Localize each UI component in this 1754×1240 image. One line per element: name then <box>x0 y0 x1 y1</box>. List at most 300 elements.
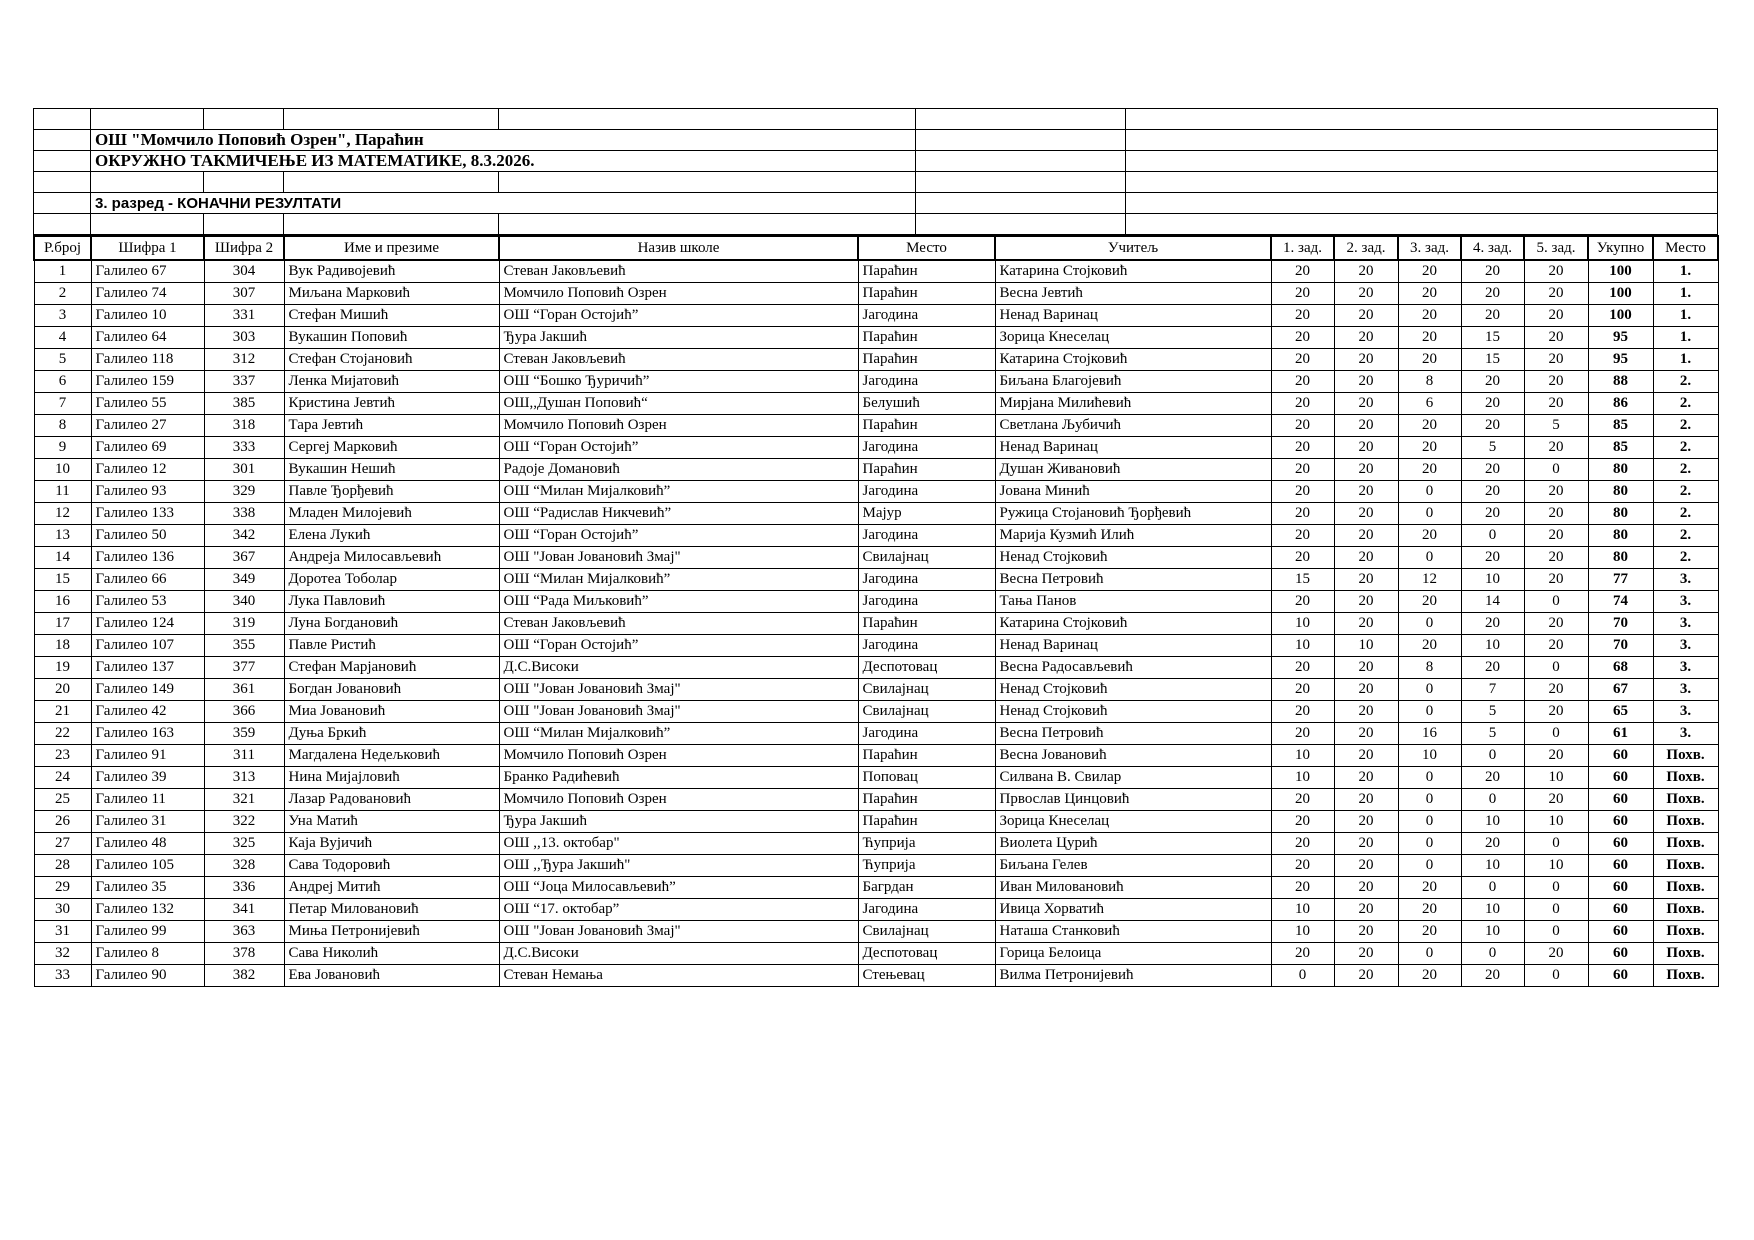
cell-code2: 338 <box>204 502 284 524</box>
cell-task2: 20 <box>1334 436 1398 458</box>
cell-task1: 20 <box>1271 260 1334 282</box>
cell-task5: 20 <box>1524 304 1588 326</box>
cell-name: Миљана Марковић <box>284 282 499 304</box>
cell-rank: 31 <box>34 920 91 942</box>
empty-grid-row <box>34 109 1718 130</box>
cell-award: 2. <box>1653 502 1718 524</box>
cell-code2: 349 <box>204 568 284 590</box>
cell-school: ОШ "Јован Јовановић Змај" <box>499 546 858 568</box>
cell-award: 2. <box>1653 458 1718 480</box>
cell-code2: 312 <box>204 348 284 370</box>
cell-name: Сергеј Марковић <box>284 436 499 458</box>
cell-code1: Галилео 69 <box>91 436 204 458</box>
cell-school: Момчило Поповић Озрен <box>499 414 858 436</box>
cell-task5: 20 <box>1524 612 1588 634</box>
cell-place: Јагодина <box>858 722 995 744</box>
cell-rank: 17 <box>34 612 91 634</box>
cell-task4: 20 <box>1461 964 1524 986</box>
competition-title-row <box>34 151 1718 172</box>
cell-task4: 20 <box>1461 480 1524 502</box>
cell-code1: Галилео 118 <box>91 348 204 370</box>
cell-task5: 10 <box>1524 810 1588 832</box>
cell-task4: 20 <box>1461 458 1524 480</box>
cell-task5: 0 <box>1524 722 1588 744</box>
cell-task2: 20 <box>1334 656 1398 678</box>
cell-rank: 7 <box>34 392 91 414</box>
cell-task5: 0 <box>1524 656 1588 678</box>
cell-school: ОШ,,Душан Поповић“ <box>499 392 858 414</box>
cell-rank: 9 <box>34 436 91 458</box>
cell-task1: 20 <box>1271 502 1334 524</box>
cell-task2: 20 <box>1334 810 1398 832</box>
cell-teacher: Првослав Цинцовић <box>995 788 1271 810</box>
cell-teacher: Катарина Стојковић <box>995 260 1271 282</box>
cell-task3: 0 <box>1398 546 1461 568</box>
school-header-row <box>34 130 1718 151</box>
cell-code2: 319 <box>204 612 284 634</box>
cell-place: Параћин <box>858 788 995 810</box>
cell-place: Мајур <box>858 502 995 524</box>
cell-school: Ђура Јакшић <box>499 810 858 832</box>
cell-total: 70 <box>1588 612 1653 634</box>
cell-rank: 25 <box>34 788 91 810</box>
cell-task5: 10 <box>1524 854 1588 876</box>
cell-task2: 20 <box>1334 458 1398 480</box>
cell-task2: 20 <box>1334 678 1398 700</box>
cell-task3: 20 <box>1398 348 1461 370</box>
cell-task3: 16 <box>1398 722 1461 744</box>
table-row <box>34 326 1718 348</box>
cell-task5: 0 <box>1524 458 1588 480</box>
empty-cell <box>1126 214 1718 235</box>
cell-name: Петар Миловановић <box>284 898 499 920</box>
cell-task1: 20 <box>1271 326 1334 348</box>
cell-code1: Галилео 53 <box>91 590 204 612</box>
col-header-task1: 1. зад. <box>1271 236 1334 260</box>
table-row <box>34 392 1718 414</box>
cell-name: Нина Мијајловић <box>284 766 499 788</box>
cell-rank: 18 <box>34 634 91 656</box>
cell-task2: 20 <box>1334 920 1398 942</box>
cell-place: Ћуприја <box>858 832 995 854</box>
cell-task1: 20 <box>1271 832 1334 854</box>
table-row <box>34 964 1718 986</box>
cell-award: Похв. <box>1653 832 1718 854</box>
cell-place: Деспотовац <box>858 656 995 678</box>
cell-code1: Галилео 107 <box>91 634 204 656</box>
table-row <box>34 260 1718 282</box>
cell-place: Свилајнац <box>858 920 995 942</box>
cell-total: 86 <box>1588 392 1653 414</box>
cell-name: Лазар Радовановић <box>284 788 499 810</box>
cell-teacher: Наташа Станковић <box>995 920 1271 942</box>
cell-total: 80 <box>1588 502 1653 524</box>
cell-task5: 20 <box>1524 326 1588 348</box>
empty-cell <box>916 109 1126 130</box>
cell-teacher: Ненад Стојковић <box>995 546 1271 568</box>
cell-place: Јагодина <box>858 480 995 502</box>
cell-task3: 20 <box>1398 414 1461 436</box>
empty-grid-row <box>34 172 1718 193</box>
cell-rank: 33 <box>34 964 91 986</box>
cell-task1: 20 <box>1271 656 1334 678</box>
cell-place: Белушић <box>858 392 995 414</box>
cell-teacher: Катарина Стојковић <box>995 612 1271 634</box>
cell-name: Елена Лукић <box>284 524 499 546</box>
empty-cell <box>34 130 91 151</box>
cell-rank: 5 <box>34 348 91 370</box>
col-header-award: Место <box>1653 236 1718 260</box>
table-row <box>34 612 1718 634</box>
cell-code1: Галилео 55 <box>91 392 204 414</box>
cell-task3: 0 <box>1398 480 1461 502</box>
cell-task1: 20 <box>1271 392 1334 414</box>
cell-teacher: Светлана Љубичић <box>995 414 1271 436</box>
empty-cell <box>34 214 91 235</box>
cell-code1: Галилео 93 <box>91 480 204 502</box>
sheet-area <box>33 108 1717 987</box>
table-row <box>34 480 1718 502</box>
table-row <box>34 700 1718 722</box>
cell-place: Параћин <box>858 326 995 348</box>
cell-name: Ленка Мијатовић <box>284 370 499 392</box>
cell-award: 2. <box>1653 436 1718 458</box>
cell-total: 95 <box>1588 348 1653 370</box>
cell-task3: 20 <box>1398 590 1461 612</box>
cell-code1: Галилео 66 <box>91 568 204 590</box>
cell-task3: 0 <box>1398 700 1461 722</box>
cell-code1: Галилео 74 <box>91 282 204 304</box>
cell-task2: 20 <box>1334 590 1398 612</box>
cell-school: ОШ “17. октобар” <box>499 898 858 920</box>
cell-teacher: Зорица Кнеселац <box>995 810 1271 832</box>
col-header-task3: 3. зад. <box>1398 236 1461 260</box>
cell-task4: 20 <box>1461 766 1524 788</box>
col-header-task5: 5. зад. <box>1524 236 1588 260</box>
cell-task5: 20 <box>1524 282 1588 304</box>
cell-teacher: Весна Радосављевић <box>995 656 1271 678</box>
cell-task4: 5 <box>1461 436 1524 458</box>
cell-award: 2. <box>1653 524 1718 546</box>
cell-rank: 29 <box>34 876 91 898</box>
empty-cell <box>34 109 91 130</box>
cell-task3: 6 <box>1398 392 1461 414</box>
cell-task1: 20 <box>1271 854 1334 876</box>
table-row <box>34 546 1718 568</box>
cell-code1: Галилео 99 <box>91 920 204 942</box>
cell-task5: 20 <box>1524 788 1588 810</box>
cell-task5: 20 <box>1524 436 1588 458</box>
cell-code2: 325 <box>204 832 284 854</box>
cell-award: Похв. <box>1653 766 1718 788</box>
cell-task1: 20 <box>1271 876 1334 898</box>
cell-award: 2. <box>1653 546 1718 568</box>
cell-total: 85 <box>1588 436 1653 458</box>
cell-task3: 0 <box>1398 810 1461 832</box>
cell-school: ОШ “Горан Остојић” <box>499 524 858 546</box>
cell-code2: 363 <box>204 920 284 942</box>
cell-total: 95 <box>1588 326 1653 348</box>
cell-task2: 20 <box>1334 898 1398 920</box>
cell-task3: 20 <box>1398 964 1461 986</box>
cell-place: Јагодина <box>858 370 995 392</box>
cell-school: ОШ “Рада Миљковић” <box>499 590 858 612</box>
cell-task5: 20 <box>1524 744 1588 766</box>
cell-place: Багрдан <box>858 876 995 898</box>
cell-place: Јагодина <box>858 590 995 612</box>
cell-task3: 0 <box>1398 502 1461 524</box>
cell-task1: 20 <box>1271 304 1334 326</box>
cell-school: ОШ “Милан Мијалковић” <box>499 480 858 502</box>
cell-total: 60 <box>1588 810 1653 832</box>
empty-cell <box>34 151 91 172</box>
empty-cell <box>204 109 284 130</box>
cell-award: 3. <box>1653 700 1718 722</box>
cell-school: Стеван Јаковљевић <box>499 260 858 282</box>
cell-task1: 20 <box>1271 546 1334 568</box>
cell-rank: 21 <box>34 700 91 722</box>
cell-school: Д.С.Високи <box>499 656 858 678</box>
table-row <box>34 568 1718 590</box>
cell-place: Параћин <box>858 810 995 832</box>
cell-task4: 0 <box>1461 942 1524 964</box>
cell-teacher: Вилма Петронијевић <box>995 964 1271 986</box>
cell-place: Јагодина <box>858 524 995 546</box>
cell-task3: 0 <box>1398 678 1461 700</box>
cell-code2: 311 <box>204 744 284 766</box>
cell-teacher: Весна Јовановић <box>995 744 1271 766</box>
cell-task5: 5 <box>1524 414 1588 436</box>
cell-school: ОШ "Јован Јовановић Змај" <box>499 678 858 700</box>
table-row <box>34 590 1718 612</box>
cell-total: 60 <box>1588 964 1653 986</box>
cell-task2: 20 <box>1334 964 1398 986</box>
cell-task5: 0 <box>1524 832 1588 854</box>
cell-task5: 20 <box>1524 480 1588 502</box>
col-header-teacher: Учитељ <box>995 236 1271 260</box>
cell-task3: 20 <box>1398 326 1461 348</box>
cell-code1: Галилео 31 <box>91 810 204 832</box>
cell-code1: Галилео 136 <box>91 546 204 568</box>
cell-rank: 16 <box>34 590 91 612</box>
cell-total: 65 <box>1588 700 1653 722</box>
cell-place: Свилајнац <box>858 700 995 722</box>
cell-task5: 0 <box>1524 898 1588 920</box>
cell-task4: 20 <box>1461 832 1524 854</box>
empty-cell <box>91 109 204 130</box>
cell-award: Похв. <box>1653 854 1718 876</box>
cell-rank: 4 <box>34 326 91 348</box>
cell-task1: 20 <box>1271 810 1334 832</box>
cell-task2: 20 <box>1334 568 1398 590</box>
cell-task5: 0 <box>1524 590 1588 612</box>
cell-task3: 20 <box>1398 436 1461 458</box>
cell-task2: 20 <box>1334 854 1398 876</box>
cell-task1: 15 <box>1271 568 1334 590</box>
school-header: ОШ "Момчило Поповић Озрен", Параћин <box>91 130 916 151</box>
cell-teacher: Јована Минић <box>995 480 1271 502</box>
cell-rank: 30 <box>34 898 91 920</box>
cell-task5: 20 <box>1524 942 1588 964</box>
cell-award: Похв. <box>1653 788 1718 810</box>
cell-name: Младен Милојевић <box>284 502 499 524</box>
empty-cell <box>284 214 499 235</box>
cell-total: 67 <box>1588 678 1653 700</box>
cell-code1: Галилео 50 <box>91 524 204 546</box>
cell-task4: 5 <box>1461 722 1524 744</box>
cell-code1: Галилео 39 <box>91 766 204 788</box>
cell-code2: 342 <box>204 524 284 546</box>
section-title: 3. разред - КОНАЧНИ РЕЗУЛТАТИ <box>91 193 916 214</box>
cell-task3: 20 <box>1398 260 1461 282</box>
cell-award: 3. <box>1653 634 1718 656</box>
cell-school: Момчило Поповић Озрен <box>499 744 858 766</box>
cell-task4: 10 <box>1461 898 1524 920</box>
cell-code2: 367 <box>204 546 284 568</box>
cell-teacher: Биљана Гелев <box>995 854 1271 876</box>
cell-code2: 304 <box>204 260 284 282</box>
cell-task4: 14 <box>1461 590 1524 612</box>
cell-task3: 20 <box>1398 458 1461 480</box>
cell-task5: 20 <box>1524 524 1588 546</box>
cell-task3: 10 <box>1398 744 1461 766</box>
cell-task4: 20 <box>1461 502 1524 524</box>
cell-task2: 20 <box>1334 392 1398 414</box>
cell-task5: 20 <box>1524 700 1588 722</box>
empty-cell <box>499 109 916 130</box>
cell-task5: 0 <box>1524 920 1588 942</box>
cell-school: Стеван Јаковљевић <box>499 348 858 370</box>
results-table-body <box>34 260 1718 986</box>
cell-teacher: Ненад Варинац <box>995 436 1271 458</box>
cell-total: 100 <box>1588 282 1653 304</box>
cell-task4: 15 <box>1461 348 1524 370</box>
cell-school: ОШ “Бошко Ђуричић” <box>499 370 858 392</box>
cell-school: Бранко Радићевић <box>499 766 858 788</box>
table-row <box>34 832 1718 854</box>
cell-name: Сава Тодоровић <box>284 854 499 876</box>
table-row <box>34 722 1718 744</box>
cell-code2: 336 <box>204 876 284 898</box>
cell-place: Стењевац <box>858 964 995 986</box>
cell-task4: 20 <box>1461 414 1524 436</box>
cell-school: ОШ “Горан Остојић” <box>499 436 858 458</box>
table-row <box>34 634 1718 656</box>
table-row <box>34 282 1718 304</box>
cell-rank: 27 <box>34 832 91 854</box>
table-row <box>34 370 1718 392</box>
table-row <box>34 854 1718 876</box>
col-header-code2: Шифра 2 <box>204 236 284 260</box>
cell-task1: 10 <box>1271 898 1334 920</box>
cell-task4: 0 <box>1461 744 1524 766</box>
cell-code2: 328 <box>204 854 284 876</box>
cell-place: Параћин <box>858 744 995 766</box>
cell-place: Параћин <box>858 282 995 304</box>
cell-code1: Галилео 64 <box>91 326 204 348</box>
col-header-rank: Р.број <box>34 236 91 260</box>
empty-cell <box>1126 109 1718 130</box>
cell-name: Дуња Бркић <box>284 722 499 744</box>
cell-place: Параћин <box>858 458 995 480</box>
cell-code2: 355 <box>204 634 284 656</box>
cell-award: 2. <box>1653 414 1718 436</box>
cell-award: 2. <box>1653 480 1718 502</box>
cell-task3: 20 <box>1398 898 1461 920</box>
empty-cell <box>34 172 91 193</box>
cell-name: Вук Радивојевић <box>284 260 499 282</box>
cell-place: Деспотовац <box>858 942 995 964</box>
cell-school: ОШ “Горан Остојић” <box>499 634 858 656</box>
cell-code2: 333 <box>204 436 284 458</box>
cell-task4: 10 <box>1461 854 1524 876</box>
cell-task3: 12 <box>1398 568 1461 590</box>
table-row <box>34 414 1718 436</box>
cell-place: Параћин <box>858 260 995 282</box>
cell-rank: 32 <box>34 942 91 964</box>
cell-task1: 10 <box>1271 634 1334 656</box>
cell-task5: 20 <box>1524 546 1588 568</box>
cell-name: Магдалена Недељковић <box>284 744 499 766</box>
cell-teacher: Катарина Стојковић <box>995 348 1271 370</box>
table-row <box>34 876 1718 898</box>
cell-task2: 20 <box>1334 524 1398 546</box>
table-row <box>34 942 1718 964</box>
cell-name: Кристина Јевтић <box>284 392 499 414</box>
cell-task1: 20 <box>1271 370 1334 392</box>
cell-task3: 0 <box>1398 788 1461 810</box>
cell-code1: Галилео 149 <box>91 678 204 700</box>
cell-task2: 20 <box>1334 832 1398 854</box>
cell-task4: 15 <box>1461 326 1524 348</box>
cell-place: Параћин <box>858 414 995 436</box>
cell-teacher: Марија Кузмић Илић <box>995 524 1271 546</box>
cell-task2: 20 <box>1334 304 1398 326</box>
cell-place: Јагодина <box>858 436 995 458</box>
results-table <box>33 235 1719 987</box>
cell-name: Вукашин Нешић <box>284 458 499 480</box>
cell-rank: 13 <box>34 524 91 546</box>
empty-cell <box>204 214 284 235</box>
table-row <box>34 458 1718 480</box>
cell-teacher: Весна Петровић <box>995 722 1271 744</box>
cell-code1: Галилео 27 <box>91 414 204 436</box>
empty-cell <box>1126 193 1718 214</box>
cell-teacher: Весна Петровић <box>995 568 1271 590</box>
cell-task2: 20 <box>1334 260 1398 282</box>
cell-award: 3. <box>1653 590 1718 612</box>
competition-title: ОКРУЖНО ТАКМИЧЕЊЕ ИЗ МАТЕМАТИКЕ, 8.3.2026. <box>91 151 916 172</box>
cell-task1: 20 <box>1271 700 1334 722</box>
table-row <box>34 788 1718 810</box>
cell-name: Луна Богдановић <box>284 612 499 634</box>
cell-code2: 329 <box>204 480 284 502</box>
empty-cell <box>284 172 499 193</box>
cell-school: Радоје Домановић <box>499 458 858 480</box>
cell-award: Похв. <box>1653 876 1718 898</box>
cell-name: Лука Павловић <box>284 590 499 612</box>
cell-total: 100 <box>1588 260 1653 282</box>
cell-task2: 20 <box>1334 942 1398 964</box>
cell-school: Д.С.Високи <box>499 942 858 964</box>
cell-rank: 2 <box>34 282 91 304</box>
cell-teacher: Весна Јевтић <box>995 282 1271 304</box>
cell-task2: 20 <box>1334 502 1398 524</box>
cell-total: 80 <box>1588 458 1653 480</box>
cell-task4: 20 <box>1461 370 1524 392</box>
cell-task5: 0 <box>1524 876 1588 898</box>
cell-place: Поповац <box>858 766 995 788</box>
